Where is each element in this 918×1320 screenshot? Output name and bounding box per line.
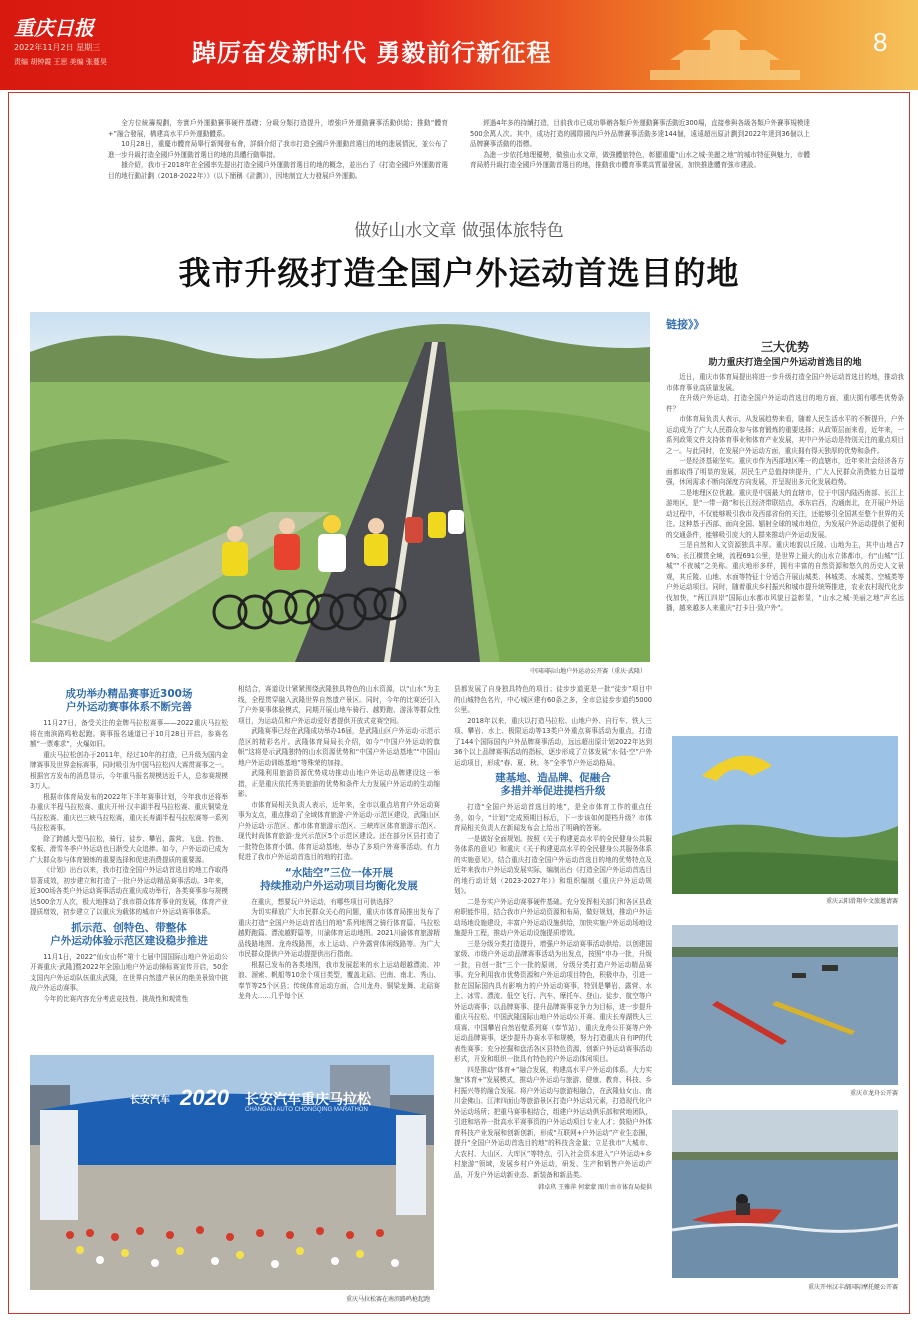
body-paragraph: 打造“全国户外运动首选目的地”，是全市体育工作的重点任务，如今，“计划”完成预期目标后，下一步该如何提档升级？市体育局相关负责人在新闻发布会上给出了明确的答案。 [454,803,652,832]
body-paragraph: 根据已发布的各类地图，我市发展起来的水上运动超越漂流、冲浪、溜索、帆船等10余个项目类型，覆盖北碚、巴南、南北、秀山、奉节等25个区县；传统体育运动方面，合川龙舟、铜梁龙舞、北碚赛龙舟大……几乎每个区 [238,960,440,1000]
body-paragraph: 《计划》出台以来，我市打造全国户外运动首选目的地工作取得显著成效，初步建立和打造了一批户外运动精品赛事活动。3年来，近300场各类户外运动赛事活动在重庆成功举行，各类赛事参与规模达500余万人次，极大地推动了我市群众体育事业的发展，体育产业提质增效，初步建立了以重庆为载体的城市户外运动赛事体系。 [30,866,228,916]
section-3-title-line2: 持续推动户外运动项目均衡化发展 [260,879,418,892]
section-3-title-line1: “水陆空”三位一体开展 [284,866,394,879]
intro-left [108,118,448,181]
sidebar-paragraph: 近日，重庆市体育局提出将进一步升级打造全国户外运动首选目的地，推动我市体育事业高质量发展。 [666,373,904,392]
body-paragraph: 根据市体育局发布的2022年下半年赛事计划，今年我市还将举办重庆半程马拉松赛、重庆开州·汉丰湖半程马拉松赛、重庆铜梁龙马拉松赛、重庆巴三峡马拉松赛，重庆长寿湖半程马拉松赛等一系列马拉松赛事。 [30,792,228,832]
body-paragraph: 重庆马拉松创办于2011年，经过10年的打造，已升级为国内金牌赛事及世界金标赛事，同时吸引为中国马拉松四大赛贯赛事之一。根据官方发布的消息显示，今年重马报名规模达近千人，总参赛规模3万人。 [30,750,228,790]
sidebar-tag: 链接》》 [666,318,705,331]
column-2 [238,684,440,1002]
photo-credit: 韩卓玖 王雅萍 何蒙蒙 图片由市体育局提供 [538,1184,652,1191]
column-1 [30,688,228,1004]
sidebar-box [666,316,904,721]
great-hall-illustration [640,20,810,90]
editor-credits: 责编 胡钟霞 王思 美编 张蔓昊 [14,58,107,66]
headline: 我市升级打造全国户外运动首选目的地 [178,254,740,292]
body-paragraph: 11月1日，2022“仙女山杯”第十七届中国国际山地户外运动公开赛重庆·武隆]暨2022年全国山地户外运动锦标赛宣传开启，50余支国内户外运动队伍重庆武隆，在世界自然遗产景区的绝美景致中挑战户外运动赛事。 [30,952,228,992]
paragliding-photo [672,736,898,894]
body-paragraph: 为切实释放广大市民群众关心的问题，重庆市体育局推出发布了重庆打造“全国户外运动首选目的地”系列地图之骑行体育篇、马拉松越野跑篇、漂流越野篇等，川渝体育运动地图。2021川渝体育旅游精品线路地图、龙舟线路图，水上运动、户外露营体闲线路等。为广大市民群众提供户外运动提提供出行指南。 [238,908,440,958]
sidebar-paragraph: 市体育局负责人表示，从发展趋势来看，随着人民生活水平的不断提升，户外运动成为了广大人民群众参与体育锻炼的重要选择；从政策层面来看，近年来，一系列政策文件支持体育事业和体育产业发展，其中户外运动是特别关注的重点项目之一。与此同时，在发展户外运动方面，重庆拥有得天独厚的优势和条件。 [666,415,904,455]
paragliding-caption: 重庆云阳滑翔伞文旅邀请赛 [825,898,898,905]
intro-paragraph: 經過4年多的持續打造，目前我市已成功舉辦各類戶外運動賽事活動近300場，直接參與各級各類戶外賽事規模達500余萬人次。其中，成功打造的國際國內戶外品牌賽事活動多達144個，遠遠超出原計劃到2022年達到36個以上品牌賽事活動的指標。 [470,119,810,148]
cycling-scene-illustration [30,312,650,662]
body-paragraph: 今年的比赛内容充分考虑竞技性、挑战性和观赏性 [43,994,189,1003]
body-paragraph: 一是做好全面规划。按照《关于构建更高水平的全民健身公共服务体系的意见》和重庆《关于构建更高水平的全民健身公共服务体系的实施意见》，结合重庆打造全国户外运动首选目的地的优势特点及近年来我市户外运动发展实际，编制出台《打造全国户外运动首选目的地行动计划（2023-2027年）》和组织编制《重庆户外运动规划》。 [454,834,652,895]
body-paragraph: 除了跨越大型马拉松，骑行、徒步、攀岩、露营、飞盘、钓鱼、桨板、滑雪冬季户外运动也日渐受大众追捧。如今，户外运动已成为广大群众参与体育锻炼的重要选择和促进消费提质的重要源。 [30,834,228,864]
sidebar-paragraph: 在升级户外运动，打造全国户外运动首选目的地方面，重庆拥有哪些优势条件？ [666,394,904,413]
paragliding-illustration [672,736,898,894]
body-paragraph: 县都发展了自身独具特色的项目；徒步步道更是一批“徒步”项目中的山城特色名片，中心城区建有60条之多，全市总徒步步道约5000公里。 [454,685,652,714]
banner-brand: 长安汽车 [130,1095,170,1106]
main-photo-caption: 中国国际山地户外运动公开赛（重庆·武隆） [530,668,646,675]
dragon-boat-illustration [672,925,898,1085]
body-paragraph: 市体育局相关负责人表示，近年来，全市以重点培育户外运动赛事为支点，重点推动了全域体育旅游·户外运动·示范区建设，武隆山区户外运动·示范区、都市体育旅游示范区、三峡库区体育旅游示范区、现代时尚体育旅游·龙兴示范区5个示范区建设。还在部分区县打造了一批特色体育小镇、体育运动基地，举办了多项户外赛事活动，有力促进了我市户外运动首选目的地的打造。 [238,800,441,861]
column-3 [454,684,652,1191]
jetski-illustration [672,1110,898,1278]
jetski-photo [672,1110,898,1278]
section-4-title-line1: 建基地、造品牌、促融合 [495,772,611,784]
body-paragraph: 相结合，赛道设计紧紧围绕武隆独具特色的山水资源，以“山水”为主线，全程贯穿融入武隆世界自然遗产景区。同时，今年的比赛还引入了户外赛事体验模式，同期开展山地车骑行、越野跑、游泳等群众性项目，为运动员和户外运动爱好者提供开放式竞赛空间。 [238,685,440,725]
dragon-boat-photo [672,925,898,1085]
dragon-boat-caption: 重庆市龙舟公开赛 [849,1090,898,1097]
intro-paragraph: 據介紹，我市于2018年在全國率先提出打造全國戶外運動首選目的地的概念，並出台了《打造全國戶外運動首選目的地行動計劃（2018-2022年）》（以下簡稱《計劃》），因地制宜大力發展戶外運動。 [108,161,448,180]
banner-title: 长安汽车重庆马拉松 [245,1092,371,1108]
body-paragraph: 二是夯实户外运动赛事硬件基础。充分发挥相关部门和各区县政府职能作用，结合我市户外运动资源和布局，做好规划，推动户外运动场地设施建设，丰富户外运动设施供给，加快实施户外运动场地设施提升工程，推动户外运动设施提质增效。 [454,897,652,937]
kicker-subtitle: 做好山水文章 做强体旅特色 [354,221,564,241]
marathon-scene-illustration [30,1055,434,1290]
intro-right [470,118,810,171]
body-paragraph: 武隆利用旅游资源优势成功推动山地户外运动品牌建设这一举措，正是重庆依托秀美旅游的优势和条件大力发展户外运动的生动缩影。 [238,769,440,798]
section-4-title-line2: 多措并举促进提档升级 [500,785,606,797]
body-paragraph: 三是分级分类打造提升，增强户外运动赛事活动供给。以创建国家级、市级户外运动品牌赛事活动为出发点，按照“申办一批，升级一批，自创一批”三个一批的原则，分级分类打造户外运动精品赛事。充分利用我市优势资源和户外运动项目特色，积极申办，引进一批在国际国内具有影响力的户外运动赛事，特别是攀岩、露营、水上、冰雪、漂流、低空飞行、汽车、摩托车、登山、徒步、航空等户外运动赛事；以品牌赛事、提升品牌赛事竞争力为目标，进一步提升重庆马拉松、中国武隆国际山地户外运动公开赛、重庆长寿湖铁人三项赛、中国攀岩自然岩壁系列赛（奉节站）、重庆龙舟公开赛等户外运动品牌赛事，逐步提升办赛水平和规模，努力打造重庆自有IP的代表性赛事；充分挖掘和盘活各区县特色资源，创新户外运动赛事活动形式，开发和组织一批具有特色的户外运动体闲项目。 [454,939,652,1063]
body-paragraph: 2018年以来，重庆以打造马拉松、山地户外、自行车、铁人三项、攀岩、水上、极限运动等13类户外重点赛事活动为重点，打造了144个国际国内户外品牌赛事活动，远远超出原计划2022年达到36个以上品牌赛事活动的指标，逐步形成了立体发展“水·陆·空”户外运动项目，形成“春、夏、秋、冬”全季节户外运动格局。 [454,716,652,767]
sidebar-title: 三大优势 [760,340,809,354]
main-photo-cyclists [30,312,650,662]
intro-paragraph: 為進一步依托地理優勢，做強山水文章，做強體旅特色，彰顯重慶“山水之城·美麗之地”的城市特征與魅力，市體育局將升級打造全國戶外運動首選目的地，推動我市體育事業高質量發展，加快推進體育強市建設。 [470,150,810,169]
jetski-caption: 重庆开州汉丰湖国际摩托艇公开赛 [807,1284,898,1291]
section-2-title-line2: 户外运动体验示范区建设稳步推进 [50,934,208,947]
sidebar-paragraph: 一是经济基础坚实。重庆市作为西部地区唯一的直辖市，近年来社会经济各方面都取得了明显的发展，居民生产总值持续提升，广大人民群众消费能力日益增强，休闲需求不断向深度方向发展，并呈现出多元化发展趋势。 [666,457,904,486]
section-2-title-line1: 抓示范、创特色、带整体 [71,921,187,934]
section-1-title-line1: 成功举办精品赛事近300场 [65,688,193,700]
marathon-photo-caption: 重庆马拉松赛在南滨路鸣枪起跑 [345,1296,430,1303]
marathon-photo [30,1055,434,1290]
body-paragraph: 四是推动“体育+”融合发展，构建高水平户外运动体系。大力实施“体育+”发展模式，推动户外运动与旅游、健康、教育、科技、乡村振兴等的融合发展。将户外运动与旅游相融合，在武隆仙女山、南川金佛山、江津四面山等旅游景区打造户外运动元素，打造现代化户外运动场所；把重马赛事相结合，组建户外运动俱乐部和营地团队，引进和培养一批高水平赛事资的户外运动项目专业人才；鼓励户外体育科技产业发展和创新创新，形成“互联网+户外运动”产业生态圈，提升“全国户外运动首选目的地”的科技含金量；立足我市“大城市、大农村、大山区、大库区”等特点，引入社会资本进入“户外运动+乡村旅游”领域，发展乡村户外运动，研发、生产和销售户外运动产品，开发户外运动新业态、新装备和新品类。 [454,1065,652,1179]
sidebar-subtitle: 助力重庆打造全国户外运动首选目的地 [708,358,862,368]
banner-year: 2020 [180,1085,229,1110]
newspaper-logo: 重庆日报 [14,16,94,40]
masthead-banner [0,0,918,90]
intro-paragraph: 10月28日，重慶市體育局舉行新聞發布會，詳細介紹了我市打造全國戶外運動首選目的地的進展情況，並公布了進一步升級打造全國戶外運動首選目的地的具體行動舉措。 [108,140,448,159]
sidebar-paragraph: 三是自然和人文资源独具丰厚。重庆地貌以丘陵、山地为主，其中山地占76%；长江横贯全境，流程691公里，是世界上最大的山水立体都市，有“山城”“江城”“不夜城”之美称。重庆地形多样，拥有丰富的自然资源和悠久的历史人文景观，其丘陵、山地、水面等特征十分适合开展山城类、林城类、水城类、空城类等户外运动项目。同时，随着重庆乡村振兴和城市提升统筹推进，农业农村现代化步伐加快，“两江四岸”国际山水都市风貌日益彰显，“山水之城·美丽之地”声名远播，越来越多人来重庆“打卡日·致户外”。 [666,541,904,612]
body-paragraph: 在重庆，想要玩户外运动，有哪些项目可供选择？ [251,897,397,906]
page-number: 8 [873,27,888,57]
section-1-title-line2: 户外运动赛事体系不断完善 [66,701,192,713]
banner-subtitle: CHANGAN AUTO CHONGQING MARATHON [245,1107,368,1113]
intro-paragraph: 全方位統籌規劃，夯實戶外運動賽事硬件基礎；分級分類打造提升，增強戶外運動賽事活動供給；推動“體育+”融合發展，構建高水平戶外運動體系。 [108,119,448,138]
sidebar-paragraph: 二是地理区位优越。重庆是中国最大的直辖市，位于中国内陆西南部、长江上游地区，是“一带一路”和长江经济带联结点，承东启西，沟通南北，在开展户外运动过程中，不仅能够吸引我市及西部省份的关注，还能够引全国甚至整个世界的关注。这种基于西部、面向全国、辐射全球的城市地位，为发展户外运动提供了便利的交通条件，能够吸引庞大的人群来推动户外运动发展。 [666,488,904,539]
page-slogan: 踔厉奋发新时代 勇毅前行新征程 [192,38,552,67]
issue-date: 2022年11月2日 星期三 [14,43,101,52]
body-paragraph: 武隆赛事已经在武隆成功举办16届，是武隆山区户外运动·示范示范区的精彩名片。武隆体育局局长介绍，如今“中国户外运动的旗帜”这将是示武隆独特的山水资源优势和“中国户外运动基地”“中国山地户外运动训练基地”等殊荣的加持。 [238,727,440,767]
body-paragraph: 11月27日，备受关注的金牌马拉松赛事——2022重庆马拉松将在南滨路鸣枪起跑。赛事报名通道已于10月28日开启，参赛名额“一票难求”，火爆如旧。 [30,719,228,748]
